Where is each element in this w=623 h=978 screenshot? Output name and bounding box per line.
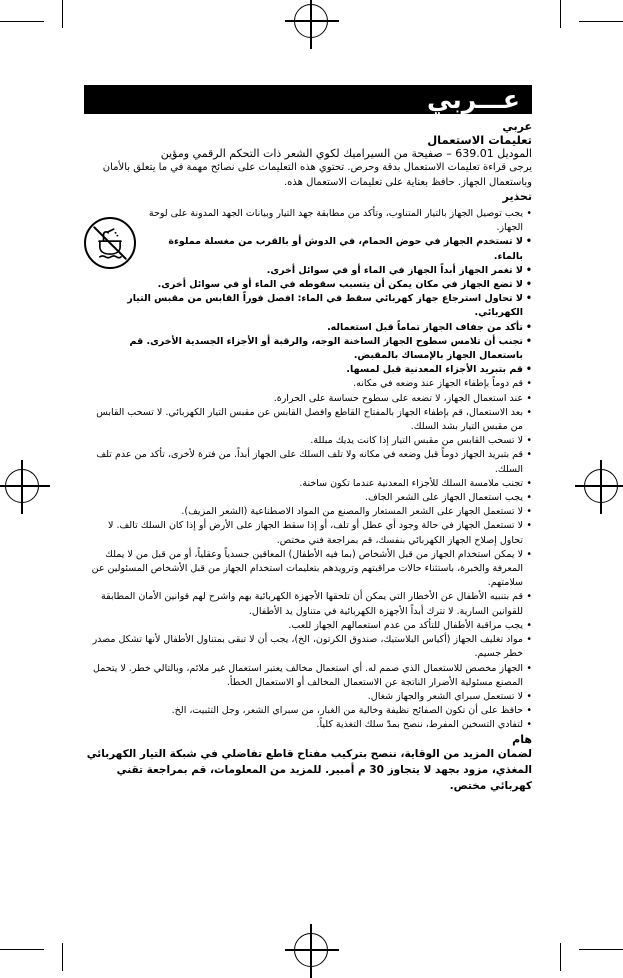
language-label: عربي — [502, 120, 532, 133]
list-item: • قم دوماً بإطفاء الجهاز عند وضعه في مكانه. — [84, 377, 532, 391]
list-item: • حافظ على أن تكون الصفائح نظيفة وخالية من الغبار، من سبراي الشعر، وجل التثبيت، الخ. — [84, 704, 532, 718]
list-item: • لا تستعمل الجهاز على الشعر المستعار والمصنع من المواد الاصطناعية (الشعر المزيف). — [84, 505, 532, 519]
list-item: • مواد تغليف الجهاز (أكياس البلاستيك، صندوق الكرتون، الخ)، يجب أن لا تبقى بمتناول الأطفال لأنها تشكل مصدر خطر جسيم. — [84, 633, 532, 661]
crop-mark — [0, 949, 44, 950]
list-item: • قم بتنبيه الأطفال عن الأخطار التي يمكن أن تلحقها الأجهزة الكهربائية بهم واشرح لهم قوانين الأمان المطابقة للقوانين السارية. لا تترك أبداً الأجهزة الكهربائية في متناول يد الأطفال. — [84, 590, 532, 618]
list-item: • لا يمكن استخدام الجهاز من قبل الأشخاص (بما فيه الأطفال) المعاقين جسدياً وعقلياً، أو من قبل من لا يملك المعرفة والخبرة، باستثناء حالات مراقبتهم وترويدهم بتعليمات استخدام الجهاز من قبل الأشخاص المسئولين عن سلامتهم. — [84, 548, 532, 591]
list-item: • لا تستعمل سبراي الشعر والجهاز شغال. — [84, 690, 532, 704]
list-item: • يجب مراقبة الأطفال للتأكد من عدم استعمالهم الجهاز للعب. — [84, 619, 532, 633]
important-heading: هام — [512, 732, 532, 746]
warning-icon-block — [84, 207, 532, 292]
list-item: • عند استعمال الجهاز، لا تضعه على سطوح حساسة على الحرارة. — [84, 392, 532, 406]
list-item: • لا تستعمل الجهاز في حالة وجود أي عطل أو تلف، أو إذا سقط الجهاز على الأرض أو إذا كان السلك تالف. لا تحاول إصلاح الجهاز الكهربائي بنفسك، قم بمراجعة فني مختص. — [84, 519, 532, 547]
list-item: • الجهاز مخصص للاستعمال الذي صمم له. أي استعمال مخالف يعتبر استعمال غير ملائم، وبالتالي خطر. لا يتحمل المصنع مسئولية الأضرار الناتجة عن الاستعمال المخالف أو الاستعمال الخطأ. — [84, 662, 532, 690]
warning-icon-list — [148, 207, 532, 292]
registration-mark-bottom — [294, 933, 328, 967]
no-water-bath-icon — [84, 217, 136, 269]
list-item: • لا تحاول استرجاع جهاز كهربائي سقط في الماء: افصل فوراً القابس من مقبس التيار الكهربائي. — [84, 292, 532, 320]
banner-title: عـــربي — [427, 85, 520, 114]
list-item: • لا تستخدم الجهاز في حوض الحمام، في الدوش أو بالقرب من مغسلة مملوءة بالماء. — [148, 235, 532, 263]
registration-mark-left — [5, 469, 39, 503]
crop-mark — [560, 0, 561, 28]
registration-mark-right — [584, 469, 618, 503]
list-item: • تجنب ملامسة السلك للأجزاء المعدنية عندما تكون ساخنة. — [84, 477, 532, 491]
crop-mark — [0, 21, 44, 22]
document-body — [84, 120, 532, 794]
list-item: • لتفادي التسخين المفرط، ننصح بمدّ سلك التغذية كلياً. — [84, 718, 532, 732]
list-item: • يجب استعمال الجهاز على الشعر الجاف. — [84, 491, 532, 505]
list-item: • لا تسحب القابس من مقبس التيار إذا كانت يديك مبللة. — [84, 434, 532, 448]
list-item: • قم بتبريد الأجزاء المعدنية قبل لمسها. — [84, 363, 532, 377]
crop-mark — [579, 949, 623, 950]
intro-paragraph: يرجى قراءة تعليمات الاستعمال بدقة وحرص. تحتوي هذه التعليمات على نصائح مهمة في ما يتعلق بالأمان وباستعمال الجهاز. حافظ بعناية على تعليمات الاستعمال هذه. — [102, 162, 532, 188]
language-banner — [84, 85, 532, 114]
list-item: • يجب توصيل الجهاز بالتيار المتناوب، وتأكد من مطابقة جهد التيار وبيانات الجهد المدونة على لوحة الجهاز. — [148, 207, 532, 235]
important-text: لضمان المزيد من الوقاية، ننصح بتركيب مفتاح قاطع تفاضلي في شبكة التيار الكهربائي المغذي، مزود بجهد لا يتجاوز 30 م أمبير. للمزيد من المعلومات، قم بمراجعة تقني كهربائي مختص. — [86, 747, 532, 792]
list-item: • بعد الاستعمال، قم بإطفاء الجهاز بالمفتاح القاطع وافصل القابس عن مقبس التيار الكهربائي. لا تسحب القابس من مقبس التيار بشد السلك. — [84, 406, 532, 434]
list-item: • لا تضع الجهاز في مكان يمكن أن يتسبب سقوطه في الماء أو في سوائل أخرى. — [148, 278, 532, 292]
crop-mark — [62, 0, 63, 28]
registration-mark-top — [294, 4, 328, 38]
crop-mark — [560, 943, 561, 971]
model-line: الموديل 639.01 – صفيحة من السيراميك لكوي الشعر ذات التحكم الرقمي ومؤين — [160, 147, 532, 160]
list-item: • لا تغمر الجهاز أبداً الجهاز في الماء أو في سوائل أخرى. — [148, 264, 532, 278]
page-title: تعليمات الاستعمال — [427, 133, 532, 147]
warning-list — [84, 292, 532, 732]
warning-heading: تحذير — [502, 190, 532, 203]
list-item: • قم بتبريد الجهاز دوماً قبل وضعه في مكانه ولا تلف السلك على الجهاز أبداً. من فترة لأخرى، تأكد من عدم تلف السلك. — [84, 448, 532, 476]
list-item: • تأكد من جفاف الجهاز تماماً قبل استعماله. — [84, 321, 532, 335]
list-item: • تجنب أن تلامس سطوح الجهاز الساخنة الوجه، والرقبة أو الأجزاء الجسدية الأخرى. قم باستعمال الجهاز بالإمساك بالمقبض. — [84, 335, 532, 363]
crop-mark — [579, 21, 623, 22]
crop-mark — [62, 943, 63, 971]
